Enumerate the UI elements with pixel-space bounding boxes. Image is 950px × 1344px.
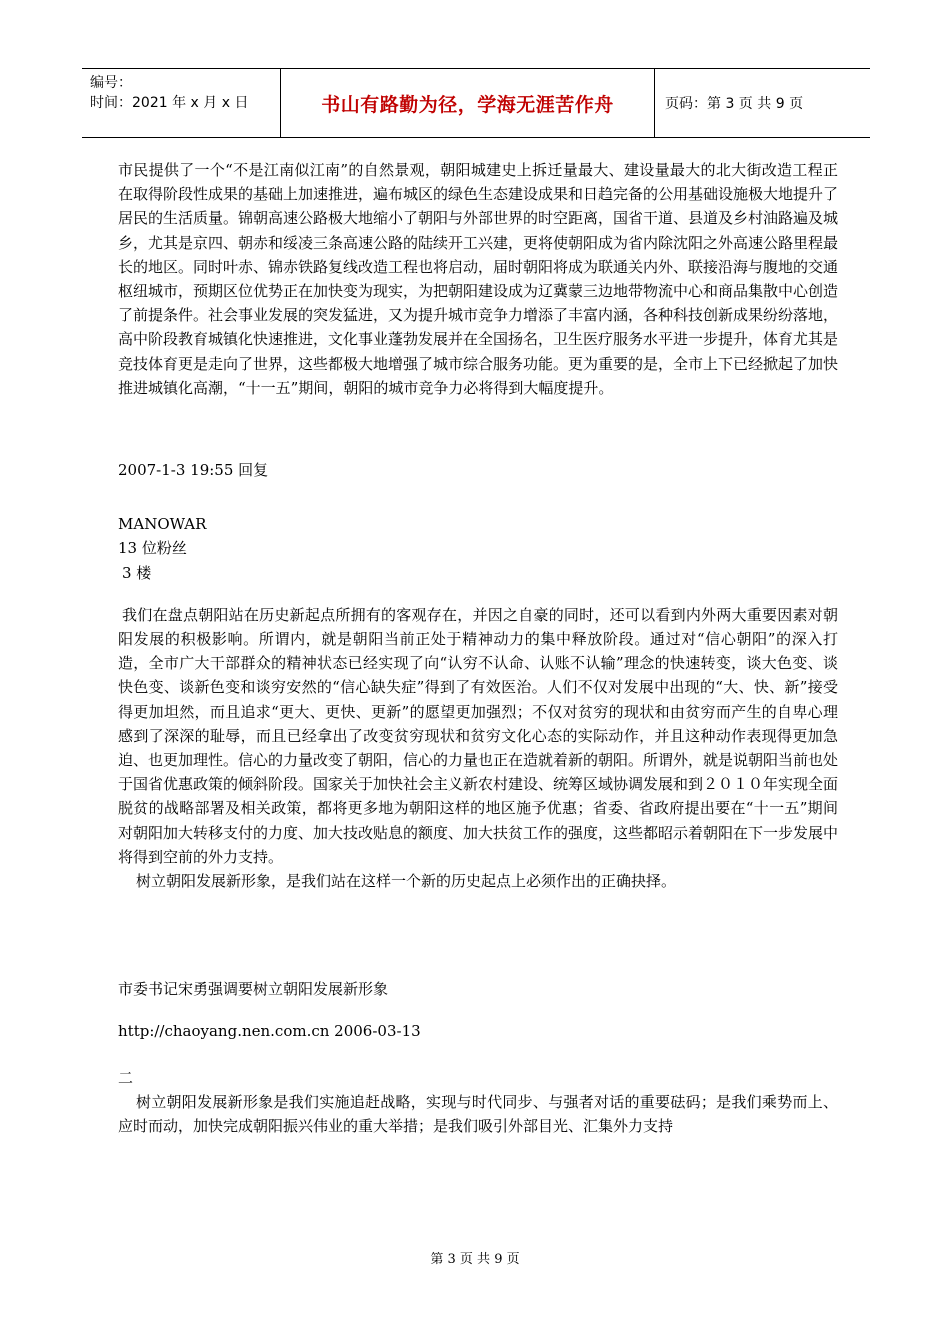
fans-count: 13 位粉丝 bbox=[118, 539, 187, 558]
source-line: http://chaoyang.nen.com.cn 2006-03-13 bbox=[118, 1022, 421, 1041]
paragraph: 树立朝阳发展新形象，是我们站在这样一个新的历史起点上必须作出的正确抉择。 bbox=[136, 872, 677, 891]
page-footer: 第 3 页 共 9 页 bbox=[430, 1252, 520, 1267]
motto: 书山有路勤为径，学海无涯苦作舟 bbox=[321, 93, 614, 116]
paragraph: 我们在盘点朝阳站在历史新起点所拥有的客观存在，并因之自豪的同时，还可以看到内外两大重要因素对朝阳发展的积极影响。所谓内，就是朝阳当前正处于精神动力的集中释放阶段。通过对“信心朝阳”的深入打造，全市广大干部群众的精神状态已经实现了向“认穷不认命、认账不认输”理念的快速转变，谈大色变、谈快色变、谈新色变和谈穷安然的“信心缺失症”得到了有效医治。人们不仅对发展中出现的“大、快、新”接受得更加坦然，而且追求“更大、更快、更新”的愿望更加强烈；不仅对贫穷的现状和由贫穷而产生的自卑心理感到了深深的耻辱，而且已经拿出了改变贫穷现状和贫穷文化心态的实际动作，并且这种动作表现得更加急迫、也更加理性。信心的力量改变了朝阳，信心的力量也正在造就着新的朝阳。所谓外，就是说朝阳当前也处于国省优惠政策的倾斜阶段。国家关于加快社会主义新农村建设、统筹区域协调发展和到２０１０年实现全面脱贫的战略部署及相关政策，都将更多地为朝阳这样的地区施予优惠；省委、省政府提出要在“十一五”期间对朝阳加大转移支付的力度、加大技改贴息的额度、加大扶贫工作的强度，这些都昭示着朝阳在下一步发展中将得到空前的外力支持。 bbox=[118, 605, 839, 866]
paragraph: 树立朝阳发展新形象是我们实施追赶战略，实现与时代同步、与强者对话的重要砝码；是我们乘势而上、应时而动，加快完成朝阳振兴伟业的重大举措；是我们吸引外部目光、汇集外力支持 bbox=[118, 1092, 838, 1136]
section-number: 二 bbox=[118, 1068, 134, 1087]
paragraph: 市民提供了一个“不是江南似江南”的自然景观，朝阳城建史上拆迁量最大、建设量最大的北大街改造工程正在取得阶段性成果的基础上加速推进，遍布城区的绿色生态建设成果和日趋完备的公用基础设施极大地提升了居民的生活质量。锦朝高速公路极大地缩小了朝阳与外部世界的时空距离，国省干道、县道及乡村油路遍及城乡，尤其是京四、朝赤和绥凌三条高速公路的陆续开工兴建，更将使朝阳成为省内除沈阳之外高速公路里程最长的地区。同时叶赤、锦赤铁路复线改造工程也将启动，届时朝阳将成为联通关内外、联接沿海与腹地的交通枢纽城市，预期区位优势正在加快变为现实，为把朝阳建设成为辽冀蒙三边地带物流中心和商品集散中心创造了前提条件。社会事业发展的突发猛进，又为提升城市竞争力增添了丰富内涵，各种科技创新成果纷纷落地，高中阶段教育城镇化快速推进，文化事业蓬勃发展并在全国扬名，卫生医疗服务水平进一步提升，体育尤其是竞技体育更是走向了世界，这些都极大地增强了城市综合服务功能。更为重要的是，全市上下已经掀起了加快推进城镇化高潮，“十一五”期间，朝阳的城市竞争力必将得到大幅度提升。 bbox=[118, 161, 839, 397]
header-meta bbox=[82, 69, 281, 137]
article-title: 市委书记宋勇强调要树立朝阳发展新形象 bbox=[118, 980, 389, 999]
page-label: 页码：第 3 页 共 9 页 bbox=[665, 96, 804, 112]
serial-label: 编号： bbox=[90, 75, 132, 91]
floor-number: 3 楼 bbox=[122, 563, 152, 582]
header-motto-cell bbox=[281, 69, 655, 137]
reply-time: 2007-1-3 19:55 回复 bbox=[118, 461, 269, 480]
page-header bbox=[82, 68, 870, 138]
header-page-cell bbox=[655, 69, 870, 137]
document-body bbox=[118, 158, 838, 1138]
user-name: MANOWAR bbox=[118, 515, 207, 534]
time-label: 时间：2021 年 x 月 x 日 bbox=[90, 95, 249, 111]
